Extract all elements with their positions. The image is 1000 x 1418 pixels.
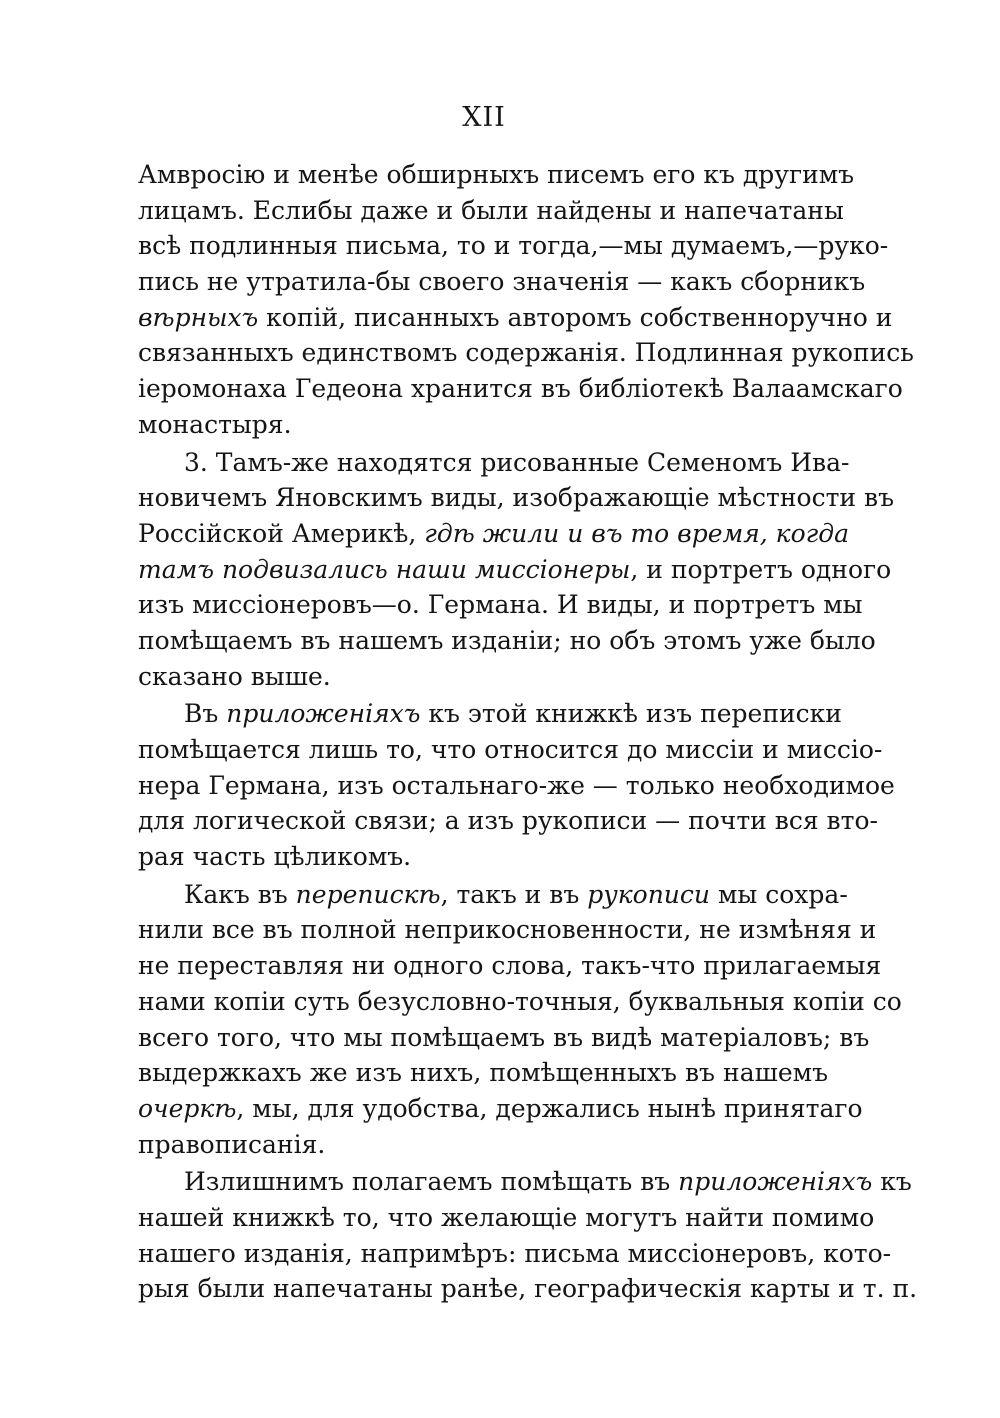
text-line: связанныхъ единствомъ содержанія. Подлинная рукопись (138, 338, 914, 368)
italic-text: приложеніяхъ (226, 699, 421, 729)
text-line: нашей книжкѣ то, что желающіе могутъ найти помимо (138, 1202, 875, 1232)
text-line: Амвросію и менѣе обширныхъ писемъ его къ другимъ (138, 160, 855, 189)
text-line: для логической связи; а изъ рукописи — почти вся вто- (138, 806, 878, 836)
text-line (138, 1091, 863, 1127)
text-line: нили все въ полной неприкосновенности, не измѣняя и (138, 915, 877, 945)
text-span: Россійской Америкѣ, (138, 518, 425, 548)
text-line: помѣщается лишь то, что относится до миссіи и миссіо- (138, 735, 883, 764)
italic-text: очеркѣ (138, 1093, 237, 1123)
text-line (138, 696, 842, 732)
text-line (138, 1164, 912, 1200)
text-line (138, 516, 850, 552)
text-line: помѣщаемъ въ нашемъ изданіи; но объ этомъ уже было (138, 625, 876, 655)
text-line: правописанія. (138, 1129, 326, 1159)
text-span: копій, писанныхъ авторомъ собственноручно и (258, 302, 893, 332)
italic-text: тамъ подвизались наши миссіонеры (138, 554, 631, 584)
italic-text: перепискѣ (295, 879, 441, 909)
text-span: , и портретъ одного (630, 554, 892, 584)
text-line: пись не утратила-бы своего значенія — какъ сборникъ (138, 267, 866, 297)
text-line: всѣ подлинныя письма, то и тогда,—мы думаемъ,—руко- (138, 231, 889, 261)
text-line: іеромонаха Гедеона хранится въ библіотекѣ Валаамскаго (138, 374, 903, 404)
text-span: Какъ въ (184, 879, 296, 909)
text-line: нами копіи суть безусловно-точныя, буквальныя копіи со (138, 986, 902, 1016)
text-line (138, 552, 892, 588)
text-line (138, 877, 848, 913)
text-line: монастыря. (138, 409, 292, 439)
text-span: Въ (184, 699, 227, 729)
italic-text: рукописи (587, 879, 711, 909)
text-line: рыя были напечатаны ранѣе, географическія карты и т. п. (138, 1274, 918, 1304)
text-line: сказано выше. (138, 661, 331, 691)
text-line: 3. Тамъ-же находятся рисованные Семеномъ Ива- (184, 447, 850, 477)
text-span: мы сохра- (710, 879, 848, 909)
text-span: къ этой книжкѣ изъ переписки (420, 699, 842, 729)
italic-text: приложеніяхъ (678, 1167, 873, 1197)
text-line (138, 300, 893, 336)
text-line: нашего изданія, напримѣръ: письма миссіонеровъ, кото- (138, 1238, 892, 1268)
text-line: нера Германа, изъ остальнаго-же — только необходимое (138, 770, 895, 800)
text-line: лицамъ. Еслибы даже и были найдены и напечатаны (138, 195, 844, 225)
text-line: рая часть цѣликомъ. (138, 842, 412, 872)
text-line: не переставляя ни одного слова, такъ-что прилагаемыя (138, 951, 882, 981)
text-span: Излишнимъ полагаемъ помѣщать въ (184, 1167, 679, 1197)
text-line: выдержкахъ же изъ нихъ, помѣщенныхъ въ нашемъ (138, 1058, 828, 1088)
body-text (138, 157, 918, 1307)
text-span: , мы, для удобства, держались нынѣ принятаго (236, 1093, 863, 1123)
page-number: XII (462, 102, 506, 133)
italic-text: вѣрныхъ (138, 302, 259, 332)
text-line: новичемъ Яновскимъ виды, изображающіе мѣстности въ (138, 483, 895, 513)
text-span: къ (872, 1167, 912, 1197)
text-line: всего того, что мы помѣщаемъ въ видѣ матеріаловъ; въ (138, 1022, 870, 1052)
text-line: изъ миссіонеровъ—о. Германа. И виды, и портретъ мы (138, 590, 863, 620)
text-span: , такъ и въ (440, 879, 588, 909)
italic-text: гдѣ жили и въ то время, когда (424, 518, 850, 548)
